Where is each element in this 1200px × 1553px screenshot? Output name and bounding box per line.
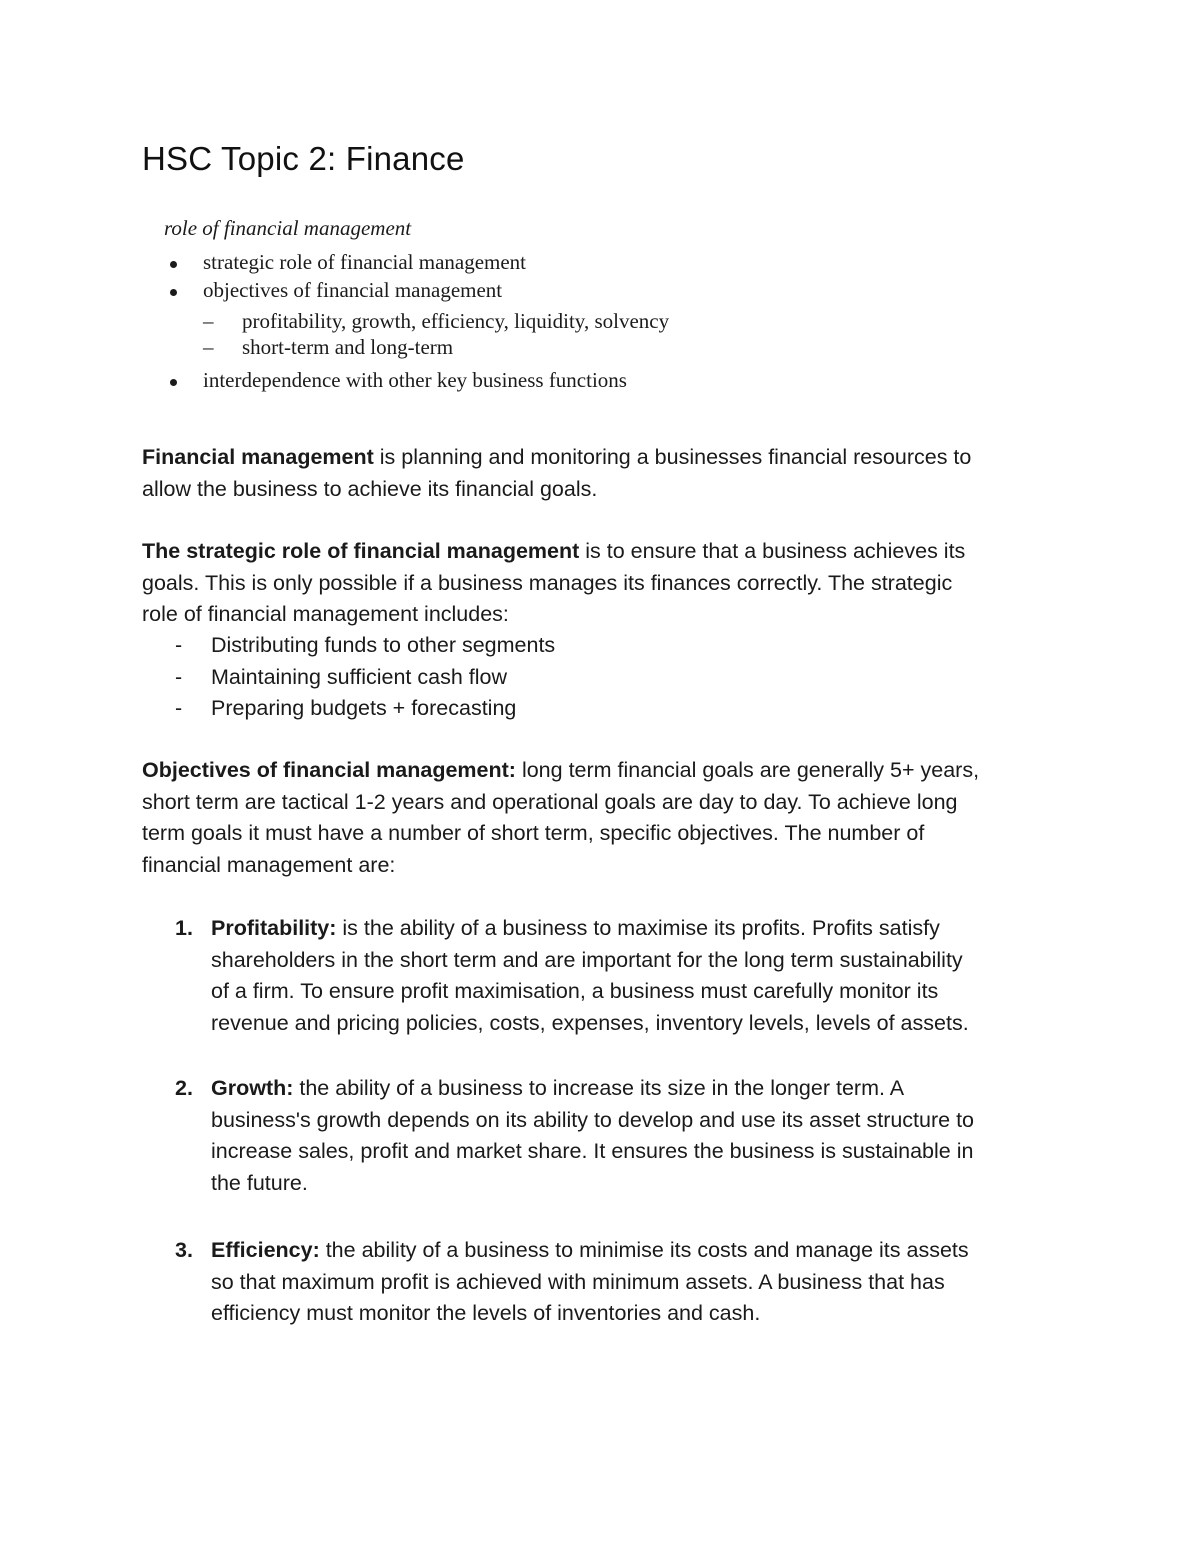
dash-icon: - (175, 664, 183, 689)
item-term: Profitability: (211, 916, 337, 940)
objectives-term: Objectives of financial management: (142, 758, 516, 782)
syllabus-item-objectives: objectives of financial management (203, 278, 503, 302)
list-item: - Preparing budgets + forecasting (142, 693, 555, 725)
page-title: HSC Topic 2: Finance (142, 140, 465, 177)
syllabus-heading: role of financial management (164, 216, 412, 240)
numbered-item-profitability: 1. Profitability: is the ability of a business to maximise its profits. Profits satisfy shareholders in the short term and are important for the long term sustainability of a firm. To ensure profit maximisation, a business must carefully monitor its revenue and pricing policies, costs, expenses, inventory levels, levels of assets. (142, 913, 1062, 1039)
numbered-item-growth: 2. Growth: the ability of a business to increase its size in the longer term. A business's growth depends on its ability to develop and use its asset structure to increase sales, profit and market share. It ensures the business is sustainable in the future. (142, 1073, 1062, 1199)
bullet-icon (170, 261, 177, 268)
syllabus-subitem-profitability: profitability, growth, efficiency, liquidity, solvency (242, 309, 670, 333)
numbered-item-efficiency: 3. Efficiency: the ability of a business to minimise its costs and manage its assets so that maximum profit is achieved with minimum assets. A business that has efficiency must monitor the levels of inventories and cash. (142, 1235, 1062, 1330)
item-number: 3. (175, 1238, 193, 1262)
list-item: - Maintaining sufficient cash flow (142, 662, 555, 694)
dash-icon: – (203, 309, 214, 333)
item-term: Efficiency: (211, 1238, 320, 1262)
dash-icon: – (203, 335, 214, 359)
definition-text-2: allow the business to achieve its financial goals. (142, 476, 598, 501)
syllabus-item-strategic-role: strategic role of financial management (203, 250, 527, 274)
syllabus-item-interdependence: interdependence with other key business functions (203, 368, 627, 392)
strategic-role-paragraph (142, 536, 1062, 631)
strategic-role-list (142, 630, 555, 725)
item-number: 2. (175, 1076, 193, 1100)
syllabus-subitem-term: short-term and long-term (242, 335, 454, 359)
strategic-role-text-2: goals. This is only possible if a business manages its finances correctly. The strategic (142, 570, 953, 595)
item-term: Growth: (211, 1076, 294, 1100)
definition-text-1: is planning and monitoring a businesses financial resources to (373, 445, 972, 469)
dash-icon: - (175, 633, 183, 657)
bullet-icon (170, 379, 177, 386)
definition-paragraph (142, 442, 1062, 505)
item-number: 1. (175, 916, 193, 940)
strategic-role-term: The strategic role of financial management (142, 539, 580, 563)
definition-term: Financial management (142, 445, 374, 469)
list-item: - Distributing funds to other segments (142, 630, 555, 662)
strategic-role-text-1: is to ensure that a business achieves its (579, 539, 966, 563)
strategic-role-text-3: role of financial management includes: (142, 602, 509, 626)
bullet-icon (170, 289, 177, 296)
dash-icon: - (175, 696, 183, 720)
objectives-paragraph: Objectives of financial management: long term financial goals are generally 5+ years, short term are tactical 1-2 years and operational goals are day to day. To achieve long term goals it must have a number of short term, specific objectives. The number of financial management are: (142, 758, 980, 877)
